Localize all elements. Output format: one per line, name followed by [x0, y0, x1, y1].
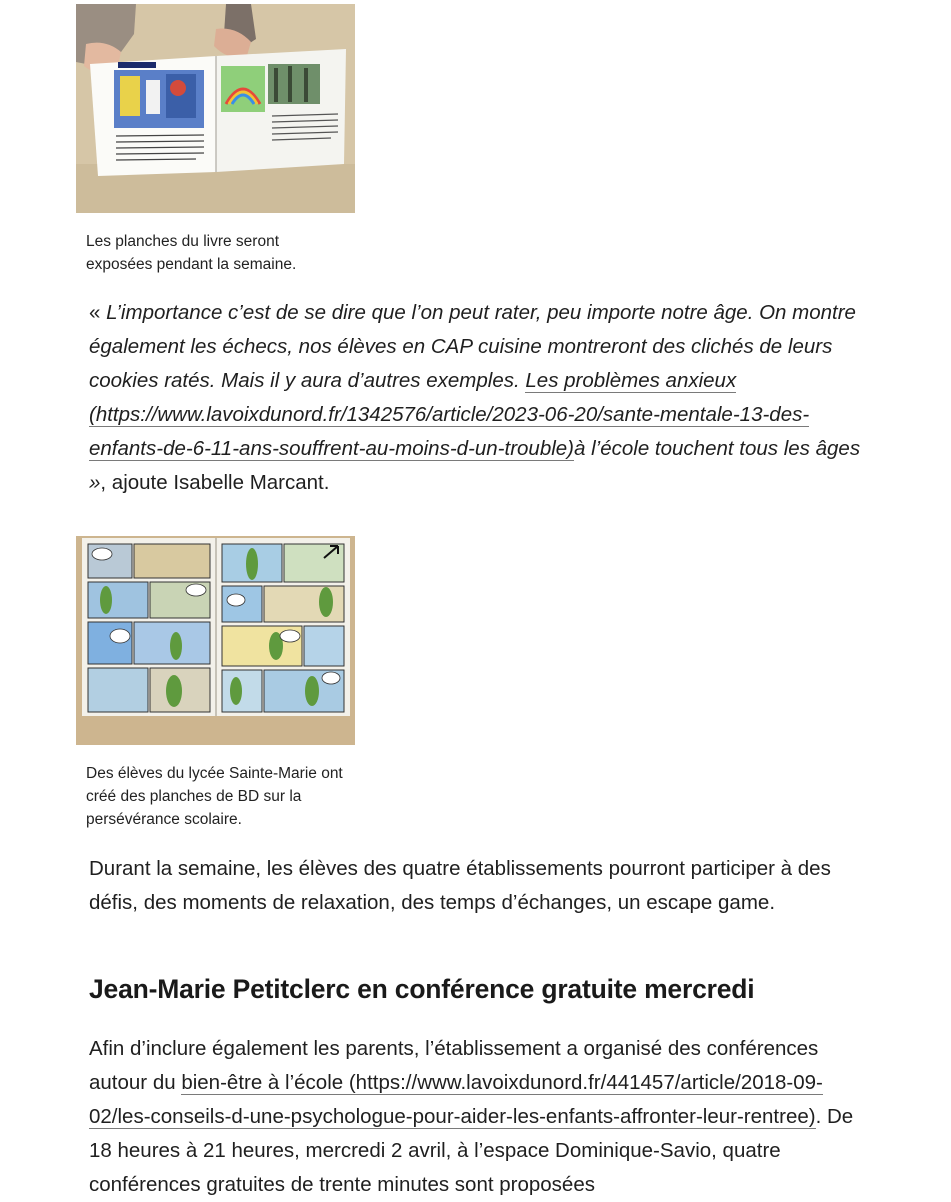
wellbeing-article-link[interactable]: bien-être à l’école (https://www.lavoixdunord.fr/441457/article/2018-09-02/les-conseils-d-une-psychologue-pour-aider-les-enfants-affronter-leur-rentree)	[89, 1071, 823, 1128]
anxiety-article-link[interactable]: Les problèmes anxieux (https://www.lavoixdunord.fr/1342576/article/2023-06-20/sante-mentale-13-des-enfants-de-6-11-ans-souffrent-au-moins-d-un-trouble)	[89, 369, 810, 460]
quote-text: L’importance c’est de se dire que l’on peut rater, peu importe notre âge. On montre également les échecs, nos élèves en CAP cuisine montreront des clichés de leurs cookies ratés. Mais il y aura d’autres exemples.	[89, 301, 856, 392]
body-paragraph: Durant la semaine, les élèves des quatre établissements pourront participer à des défis, des moments de relaxation, des temps d’échanges, un escape game.	[89, 857, 831, 914]
comic-photo	[76, 536, 355, 745]
quote-attribution: , ajoute Isabelle Marcant.	[100, 471, 330, 494]
section-text-continued: . De 18 heures à 21 heures, mercredi 2 avril, à l’espace Dominique-Savio, quatre conférences gratuites de trente minutes sont proposées	[89, 1105, 854, 1196]
quote-open-mark: «	[89, 301, 107, 324]
figure-comic-photo	[76, 536, 355, 831]
book-photo	[76, 4, 355, 213]
photo-caption: Les planches du livre seront exposées pendant la semaine.	[86, 233, 297, 273]
comic-photo-illustration	[76, 536, 355, 745]
section-heading: Jean-Marie Petitclerc en conférence gratuite mercredi	[89, 974, 755, 1004]
book-photo-illustration	[76, 4, 355, 213]
section-text: Afin d’inclure également les parents, l’établissement a organisé des conférences autour du	[89, 1037, 819, 1094]
quote-paragraph	[89, 296, 869, 500]
quote-text-continued: à l’école touchent tous les âges »	[89, 437, 861, 494]
photo-caption: Des élèves du lycée Sainte-Marie ont créé des planches de BD sur la persévérance scolaire.	[86, 765, 343, 828]
figure-book-photo	[76, 4, 355, 276]
book-heading-text-shape	[118, 62, 156, 68]
section-paragraph	[89, 1032, 869, 1202]
